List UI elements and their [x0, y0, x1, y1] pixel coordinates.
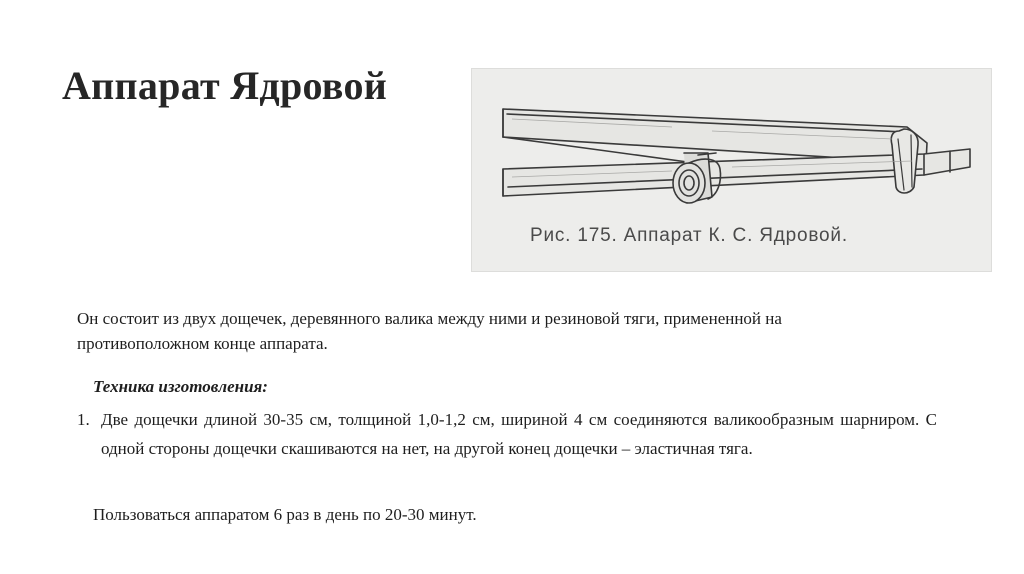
technique-step: [77, 405, 937, 463]
step-number: 1.: [77, 410, 90, 429]
technique-heading: Техника изготовления:: [93, 377, 268, 396]
usage-note: Пользоваться аппаратом 6 раз в день по 20-30 минут.: [93, 505, 477, 524]
description-paragraph: Он состоит из двух дощечек, деревянного валика между ними и резиновой тяги, примененной на противоположном конце аппарата.: [77, 309, 782, 353]
figure-caption: Рис. 175. Аппарат К. С. Ядровой.: [530, 225, 848, 246]
apparatus-figure: [471, 68, 992, 272]
step-text: Две дощечки длиной 30-35 см, толщиной 1,0-1,2 см, шириной 4 см соединяются валикообразным шарниром. С одной стороны дощечки скашиваются на нет, на другой конец дощечки – эластичная тяга.: [101, 410, 937, 458]
slide-title: Аппарат Ядровой: [62, 63, 388, 108]
